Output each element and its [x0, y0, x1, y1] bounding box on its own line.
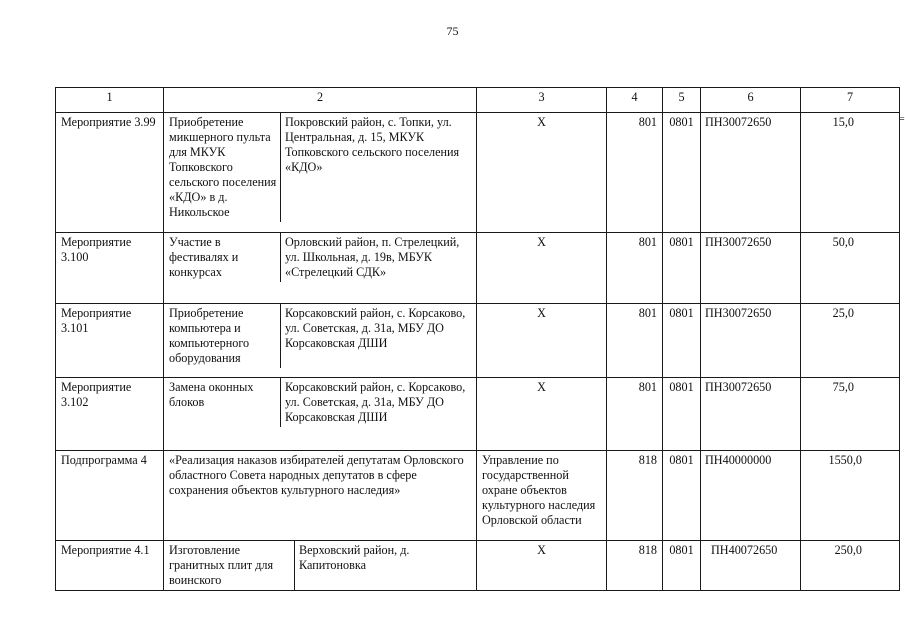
- header-cell: 5: [663, 88, 701, 113]
- amount: 50,0: [801, 233, 900, 304]
- executor: Х: [477, 304, 607, 378]
- executor: Х: [477, 378, 607, 451]
- header-row: [56, 88, 900, 113]
- ministry-code: 818: [607, 451, 663, 541]
- target-code: ПН30072650: [701, 233, 801, 304]
- header-cell: 3: [477, 88, 607, 113]
- amount: 1550,0: [801, 451, 900, 541]
- executor: Управление по государственной охране объектов культурного наследия Орловской области: [477, 451, 607, 541]
- subprogram-id: Подпрограмма 4: [56, 451, 164, 541]
- table-row: [56, 378, 900, 451]
- ministry-code: 801: [607, 113, 663, 233]
- table-row: [56, 541, 900, 591]
- target-code: ПН30072650: [701, 304, 801, 378]
- target-code: ПН30072650: [701, 378, 801, 451]
- table-row: [56, 113, 900, 233]
- subprogram-title: «Реализация наказов избирателей депутатам Орловского областного Совета народных депутатов в сфере сохранения объектов культурного наследия»: [164, 451, 477, 541]
- activity-address: Покровский район, с. Топки, ул. Центральная, д. 15, МКУК Топковского сельского поселения «КДО»: [280, 113, 476, 222]
- section-code: 0801: [663, 541, 701, 591]
- target-code: ПН40072650: [701, 541, 801, 591]
- section-code: 0801: [663, 451, 701, 541]
- activity-id: Мероприятие 4.1: [56, 541, 164, 591]
- section-code: 0801: [663, 113, 701, 233]
- ministry-code: 818: [607, 541, 663, 591]
- activity-address: Верховский район, д. Капитоновка: [294, 541, 476, 590]
- table-row: [56, 451, 900, 541]
- ministry-code: 801: [607, 233, 663, 304]
- activity-name: Приобретение компьютера и компьютерного оборудования: [169, 306, 250, 365]
- amount: 25,0: [801, 304, 900, 378]
- table-row: [56, 233, 900, 304]
- header-cell: 4: [607, 88, 663, 113]
- margin-mark: =: [899, 114, 905, 125]
- amount: 250,0: [801, 541, 900, 591]
- executor: Х: [477, 113, 607, 233]
- activity-id: Мероприятие 3.99: [56, 113, 164, 233]
- description-split: [169, 380, 476, 425]
- activity-name: Замена оконных блоков: [169, 380, 254, 409]
- executor: Х: [477, 233, 607, 304]
- description-split: [169, 306, 476, 366]
- header-cell: 6: [701, 88, 801, 113]
- description-split: [169, 235, 476, 280]
- activity-id: Мероприятие 3.102: [56, 378, 164, 451]
- amount: 75,0: [801, 378, 900, 451]
- target-code: ПН40000000: [701, 451, 801, 541]
- amount: 15,0: [801, 113, 900, 233]
- header-cell: 2: [164, 88, 477, 113]
- header-cell: 1: [56, 88, 164, 113]
- budget-table: [55, 87, 900, 591]
- activity-id: Мероприятие 3.100: [56, 233, 164, 304]
- ministry-code: 801: [607, 304, 663, 378]
- activity-id: Мероприятие 3.101: [56, 304, 164, 378]
- ministry-code: 801: [607, 378, 663, 451]
- activity-address: Орловский район, п. Стрелецкий, ул. Школьная, д. 19в, МБУК «Стрелецкий СДК»: [280, 233, 476, 282]
- activity-name: Участие в фестивалях и конкурсах: [169, 235, 239, 279]
- description-split: [169, 115, 476, 220]
- activity-name: Приобретение микшерного пульта для МКУК Топковского сельского поселения «КДО» в д. Никольское: [169, 115, 277, 219]
- executor: Х: [477, 541, 607, 591]
- section-code: 0801: [663, 304, 701, 378]
- activity-name: Изготовление гранитных плит для воинского: [169, 543, 274, 587]
- description-split: [169, 543, 476, 588]
- target-code: ПН30072650: [701, 113, 801, 233]
- section-code: 0801: [663, 233, 701, 304]
- page-number: 75: [446, 24, 459, 38]
- activity-address: Корсаковский район, с. Корсаково, ул. Советская, д. 31а, МБУ ДО Корсаковская ДШИ: [280, 304, 476, 368]
- section-code: 0801: [663, 378, 701, 451]
- header-cell: 7: [801, 88, 900, 113]
- activity-address: Корсаковский район, с. Корсаково, ул. Советская, д. 31а, МБУ ДО Корсаковская ДШИ: [280, 378, 476, 427]
- table-row: [56, 304, 900, 378]
